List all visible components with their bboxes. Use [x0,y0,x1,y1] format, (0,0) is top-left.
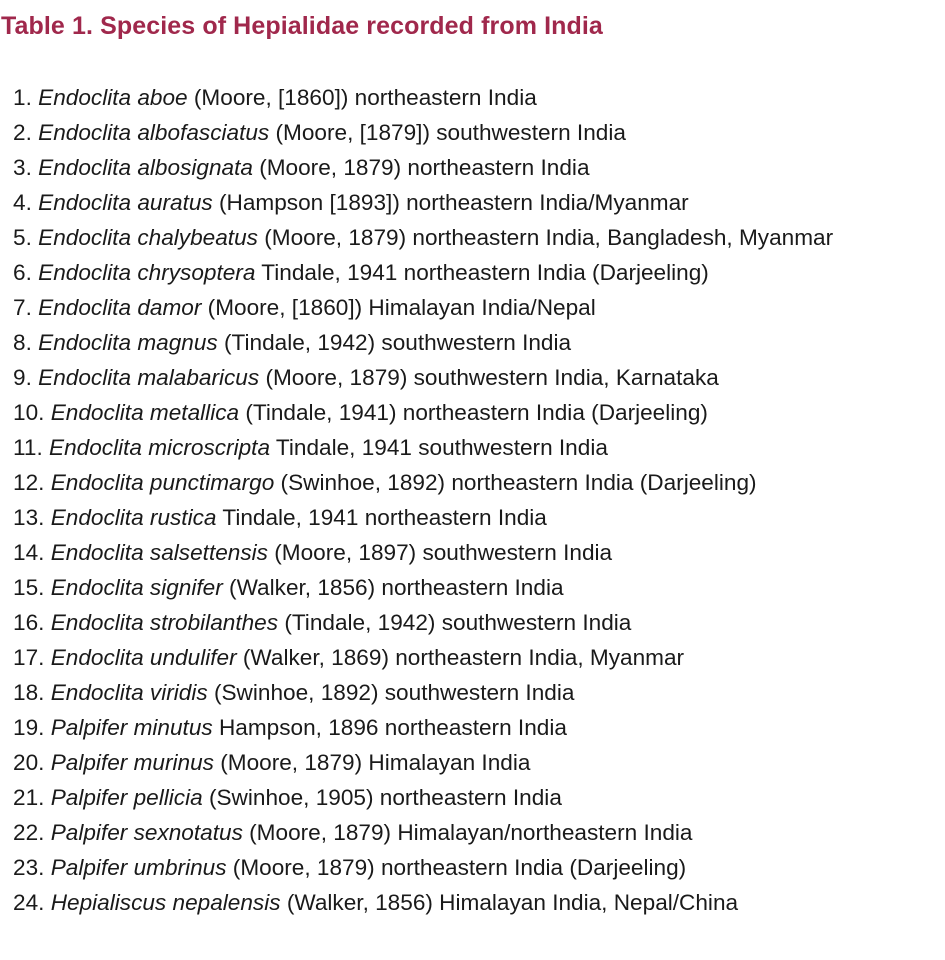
entry-number: 21. [13,785,45,810]
species-name: Palpifer umbrinus [50,855,227,880]
species-name: Endoclita albosignata [38,155,253,180]
species-entry [13,675,933,710]
entry-number: 6. [13,260,32,285]
species-name: Endoclita chrysoptera [38,260,256,285]
species-name: Endoclita microscripta [49,435,271,460]
species-name: Endoclita rustica [50,505,217,530]
species-authority-distribution: (Swinhoe, 1892) northeastern India (Darjeeling) [280,470,757,495]
species-entry [13,185,933,220]
species-authority-distribution: (Swinhoe, 1892) southwestern India [213,680,575,705]
species-authority-distribution: (Hampson [1893]) northeastern India/Myanmar [219,190,689,215]
species-authority-distribution: Hampson, 1896 northeastern India [218,715,567,740]
species-authority-distribution: (Moore, [1860]) northeastern India [193,85,537,110]
species-authority-distribution: (Moore, 1897) southwestern India [274,540,613,565]
species-authority-distribution: (Swinhoe, 1905) northeastern India [208,785,562,810]
species-entry [13,710,933,745]
species-entry [13,465,933,500]
species-entry [13,430,933,465]
species-authority-distribution: (Moore, [1860]) Himalayan India/Nepal [207,295,596,320]
species-authority-distribution: (Moore, 1879) northeastern India (Darjeeling) [232,855,687,880]
entry-number: 13. [13,505,45,530]
species-name: Palpifer murinus [50,750,214,775]
species-entry [13,815,933,850]
species-name: Endoclita punctimargo [50,470,275,495]
species-name: Palpifer pellicia [50,785,203,810]
species-name: Endoclita metallica [50,400,240,425]
species-name: Endoclita salsettensis [50,540,268,565]
species-entry [13,290,933,325]
species-authority-distribution: Tindale, 1941 northeastern India [222,505,547,530]
species-name: Palpifer sexnotatus [50,820,243,845]
species-name: Palpifer minutus [50,715,213,740]
species-authority-distribution: (Tindale, 1941) northeastern India (Darjeeling) [245,400,708,425]
species-authority-distribution: (Moore, 1879) Himalayan/northeastern India [249,820,693,845]
species-list [13,80,933,920]
entry-number: 11. [13,435,43,460]
species-name: Endoclita malabaricus [38,365,260,390]
species-entry [13,360,933,395]
entry-number: 4. [13,190,32,215]
entry-number: 5. [13,225,32,250]
entry-number: 19. [13,715,45,740]
species-entry [13,605,933,640]
species-entry [13,780,933,815]
species-entry [13,640,933,675]
species-authority-distribution: (Moore, 1879) northeastern India [259,155,590,180]
entry-number: 18. [13,680,45,705]
entry-number: 3. [13,155,32,180]
entry-number: 24. [13,890,45,915]
species-authority-distribution: (Walker, 1856) northeastern India [229,575,564,600]
species-authority-distribution: Tindale, 1941 northeastern India (Darjeeling) [261,260,709,285]
species-entry [13,535,933,570]
entry-number: 8. [13,330,32,355]
species-entry [13,885,933,920]
species-authority-distribution: (Walker, 1869) northeastern India, Myanmar [242,645,685,670]
species-name: Endoclita aboe [38,85,188,110]
species-name: Endoclita strobilanthes [50,610,279,635]
species-name: Endoclita damor [38,295,202,320]
entry-number: 14. [13,540,45,565]
species-authority-distribution: (Tindale, 1942) southwestern India [224,330,572,355]
species-entry [13,255,933,290]
species-name: Endoclita signifer [50,575,223,600]
species-entry [13,325,933,360]
entry-number: 20. [13,750,45,775]
species-authority-distribution: (Moore, 1879) northeastern India, Bangladesh, Myanmar [264,225,834,250]
entry-number: 22. [13,820,45,845]
species-entry [13,220,933,255]
species-name: Endoclita undulifer [50,645,237,670]
species-authority-distribution: (Moore, 1879) southwestern India, Karnataka [265,365,719,390]
species-name: Endoclita chalybeatus [38,225,258,250]
species-authority-distribution: Tindale, 1941 southwestern India [275,435,608,460]
species-name: Endoclita albofasciatus [38,120,270,145]
table-title: Table 1. Species of Hepialidae recorded from India [1,12,603,40]
species-authority-distribution: (Walker, 1856) Himalayan India, Nepal/China [286,890,739,915]
entry-number: 12. [13,470,45,495]
species-name: Endoclita magnus [38,330,218,355]
species-name: Endoclita auratus [38,190,213,215]
species-entry [13,745,933,780]
entry-number: 17. [13,645,45,670]
species-entry [13,570,933,605]
species-entry [13,850,933,885]
species-entry [13,150,933,185]
species-entry [13,500,933,535]
species-name: Hepialiscus nepalensis [50,890,281,915]
entry-number: 16. [13,610,45,635]
species-entry [13,115,933,150]
entry-number: 7. [13,295,32,320]
species-entry [13,80,933,115]
entry-number: 10. [13,400,45,425]
species-authority-distribution: (Moore, [1879]) southwestern India [275,120,626,145]
entry-number: 15. [13,575,45,600]
entry-number: 9. [13,365,32,390]
species-entry [13,395,933,430]
entry-number: 2. [13,120,32,145]
species-authority-distribution: (Moore, 1879) Himalayan India [220,750,531,775]
species-name: Endoclita viridis [50,680,208,705]
entry-number: 23. [13,855,45,880]
entry-number: 1. [13,85,32,110]
species-authority-distribution: (Tindale, 1942) southwestern India [284,610,632,635]
